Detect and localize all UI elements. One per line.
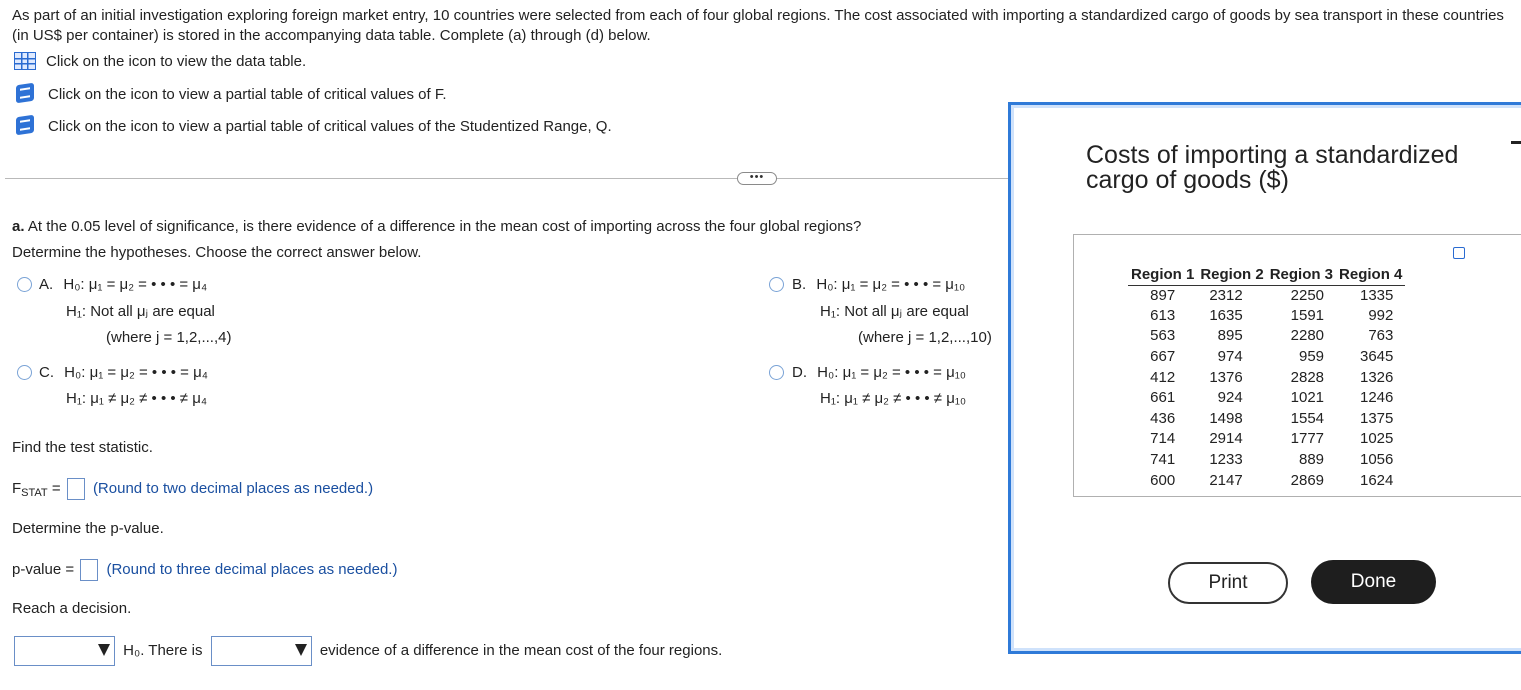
book-icon[interactable] (14, 83, 38, 105)
table-cell: 1635 (1209, 306, 1243, 324)
table-cell: 1326 (1360, 368, 1394, 386)
table-cell: 1498 (1209, 409, 1243, 427)
table-cell: 436 (1150, 409, 1176, 427)
table-cell: 2869 (1290, 471, 1325, 489)
table-cell: 1056 (1360, 451, 1394, 469)
problem-intro: As part of an initial investigation exploring foreign market entry, 10 countries were selected from each of four global regions. The cost associated with importing a standardized cargo of goods by sea transport in these countries (in US$ per container) is stored in the accompanying data table. Complete (a) through (d) below. (12, 7, 1504, 44)
table-cell: 2147 (1209, 471, 1243, 489)
table-row (1128, 470, 1405, 491)
table-cell: 741 (1150, 451, 1176, 469)
decision-h0-text: H₀. There is (123, 641, 203, 659)
pvalue-input[interactable] (80, 559, 98, 581)
book-icon[interactable] (14, 115, 38, 137)
table-cell: 3645 (1360, 348, 1394, 366)
table-header-row (1128, 265, 1405, 285)
section-divider (5, 178, 1008, 179)
minimize-icon[interactable] (1511, 141, 1521, 144)
table-cell: 1233 (1209, 451, 1243, 469)
header-region-2: Region 2 (1197, 265, 1266, 285)
option-a-radio[interactable] (17, 277, 32, 292)
option-a-note: (where j = 1,2,...,4) (106, 329, 232, 346)
option-c-radio[interactable] (17, 365, 32, 380)
table-cell: 1624 (1360, 471, 1394, 489)
fstat-label: F (12, 479, 22, 497)
option-c-h0: H₀: μ₁ = μ₂ = • • • = μ₄ (64, 364, 208, 381)
pvalue-row (12, 559, 397, 581)
view-q-table-label[interactable]: Click on the icon to view a partial table of critical values of the Studentized Range, Q. (48, 117, 612, 135)
table-row (1128, 388, 1405, 409)
table-cell: 763 (1368, 327, 1394, 345)
decision-row (14, 636, 722, 666)
option-c-letter: C. (39, 364, 54, 381)
table-cell: 661 (1150, 389, 1176, 407)
fstat-equals: = (51, 479, 61, 497)
view-f-table-link[interactable] (14, 82, 447, 106)
print-button[interactable]: Print (1168, 562, 1288, 604)
table-row (1128, 450, 1405, 471)
option-d[interactable] (792, 363, 966, 383)
decision-prompt: Reach a decision. (12, 600, 132, 617)
table-cell: 667 (1150, 348, 1176, 366)
option-d-radio[interactable] (769, 365, 784, 380)
expand-more-button[interactable]: ••• (737, 172, 777, 185)
table-row (1128, 326, 1405, 347)
table-row (1128, 347, 1405, 368)
table-cell: 1021 (1290, 389, 1325, 407)
dropdown-arrow-icon[interactable] (98, 644, 110, 656)
table-cell: 889 (1299, 451, 1325, 469)
table-cell: 1554 (1290, 409, 1325, 427)
table-row (1128, 367, 1405, 388)
table-cell: 1376 (1209, 368, 1243, 386)
table-cell: 2280 (1290, 327, 1325, 345)
table-cell: 1591 (1290, 306, 1325, 324)
table-cell: 895 (1217, 327, 1243, 345)
table-cell: 1335 (1360, 286, 1394, 304)
test-statistic-prompt: Find the test statistic. (12, 439, 153, 456)
option-b-h0: H₀: μ₁ = μ₂ = • • • = μ₁₀ (816, 276, 966, 293)
option-a-h1: H₁: Not all μⱼ are equal (66, 303, 215, 320)
fstat-row (12, 478, 373, 500)
header-region-3: Region 3 (1267, 265, 1336, 285)
option-b[interactable] (792, 275, 965, 295)
table-row (1128, 306, 1405, 327)
option-d-h0: H₀: μ₁ = μ₂ = • • • = μ₁₀ (817, 364, 967, 381)
option-b-radio[interactable] (769, 277, 784, 292)
option-c-h1: H₁: μ₁ ≠ μ₂ ≠ • • • ≠ μ₄ (66, 390, 207, 407)
option-b-letter: B. (792, 276, 807, 293)
pvalue-prompt: Determine the p-value. (12, 520, 164, 537)
done-button[interactable]: Done (1311, 560, 1436, 604)
reject-decision-select[interactable] (14, 636, 115, 666)
option-d-h1: H₁: μ₁ ≠ μ₂ ≠ • • • ≠ μ₁₀ (820, 390, 967, 407)
fstat-input[interactable] (67, 478, 85, 500)
table-cell: 714 (1150, 430, 1176, 448)
part-a-letter: a. (12, 218, 25, 235)
table-cell: 974 (1217, 348, 1243, 366)
dropdown-arrow-icon[interactable] (295, 644, 307, 656)
table-row (1128, 429, 1405, 450)
view-f-table-label[interactable]: Click on the icon to view a partial table of critical values of F. (48, 85, 447, 103)
decision-tail-text: evidence of a difference in the mean cost of the four regions. (319, 641, 723, 659)
part-a-question (12, 218, 861, 235)
table-cell: 563 (1150, 327, 1176, 345)
header-region-4: Region 4 (1336, 265, 1405, 285)
option-b-note: (where j = 1,2,...,10) (858, 329, 992, 346)
view-data-table-link[interactable] (14, 49, 306, 73)
option-a[interactable] (39, 275, 207, 295)
popout-icon[interactable] (1453, 247, 1465, 259)
view-data-table-label[interactable]: Click on the icon to view the data table. (46, 52, 307, 70)
table-cell: 1246 (1360, 389, 1394, 407)
data-table (1128, 265, 1405, 491)
table-cell: 2312 (1209, 286, 1243, 304)
option-c[interactable] (39, 363, 208, 383)
table-cell: 959 (1299, 348, 1325, 366)
option-b-h1: H₁: Not all μⱼ are equal (820, 303, 969, 320)
table-cell: 897 (1150, 286, 1176, 304)
view-q-table-link[interactable] (14, 114, 612, 138)
table-cell: 2250 (1290, 286, 1325, 304)
table-cell: 924 (1217, 389, 1243, 407)
part-a-question-text: At the 0.05 level of significance, is there evidence of a difference in the mean cost of importing across the four global regions? (27, 218, 862, 235)
table-row (1128, 409, 1405, 430)
table-cell: 600 (1150, 471, 1176, 489)
table-cell: 1025 (1360, 430, 1394, 448)
table-cell: 412 (1150, 368, 1176, 386)
table-cell: 992 (1368, 306, 1394, 324)
option-d-letter: D. (792, 364, 807, 381)
table-row (1128, 285, 1405, 306)
option-a-h0: H₀: μ₁ = μ₂ = • • • = μ₄ (63, 276, 208, 293)
pvalue-label: p-value = (12, 560, 75, 578)
fstat-hint: (Round to two decimal places as needed.) (92, 479, 374, 497)
evidence-select[interactable] (211, 636, 312, 666)
table-cell: 1777 (1290, 430, 1325, 448)
fstat-subscript: STAT (21, 486, 48, 499)
table-cell: 2828 (1290, 368, 1325, 386)
data-table-icon[interactable] (14, 52, 36, 70)
header-region-1: Region 1 (1128, 265, 1197, 285)
hypotheses-prompt: Determine the hypotheses. Choose the correct answer below. (12, 244, 422, 261)
table-cell: 1375 (1360, 409, 1394, 427)
pvalue-hint: (Round to three decimal places as needed.) (106, 560, 398, 578)
dialog-title: Costs of importing a standardized cargo of goods ($) (1086, 141, 1459, 194)
table-cell: 2914 (1209, 430, 1243, 448)
option-a-letter: A. (39, 276, 54, 293)
table-cell: 613 (1150, 306, 1176, 324)
